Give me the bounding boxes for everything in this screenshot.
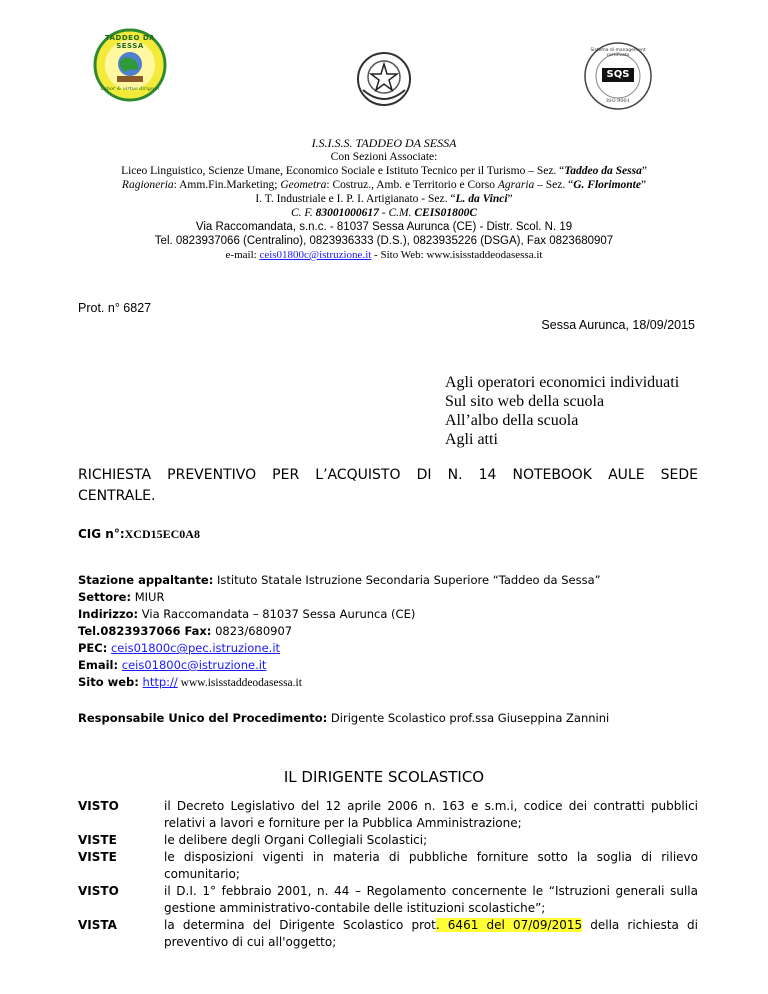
logo-motto: Labor & virtus dirigunt [100, 86, 160, 92]
consideration-keyword: VISTE [78, 850, 117, 864]
recipients-block [445, 373, 679, 449]
sqs-certification-logo [582, 40, 654, 112]
school-logo [93, 28, 167, 102]
school-name: I.S.I.S.S. TADDEO DA SESSA [311, 136, 457, 150]
header-ragioneria-line: Ragioneria: Amm.Fin.Marketing; Geometra: Costruz., Amb. e Territorio e Corso Agraria – Sez. “G. Florimonte” [121, 179, 647, 191]
settore: Settore: MIUR [78, 590, 165, 604]
consideration-text: le delibere degli Organi Collegiali Scolastici; [164, 833, 428, 847]
consideration-keyword: VISTE [78, 833, 117, 847]
sito-web-link[interactable]: http:// [142, 675, 178, 689]
header-email-link[interactable]: ceis01800c@istruzione.it [259, 249, 372, 261]
rup: Responsabile Unico del Procedimento: Dirigente Scolastico prof.ssa Giuseppina Zannini [78, 711, 610, 725]
sqs-ring-text: Sistema di management certificato [590, 48, 646, 58]
place-date: Sessa Aurunca, 18/09/2015 [541, 318, 695, 332]
subject-line-2: CENTRALE. [78, 488, 156, 504]
cig: CIG n°:XCD15EC0A8 [78, 527, 200, 541]
consideration-keyword: VISTO [78, 799, 119, 813]
consideration-keyword: VISTO [78, 884, 119, 898]
recipient: Agli atti [445, 431, 498, 448]
subject-line-1: RICHIESTA PREVENTIVO PER L’ACQUISTO DI N. 14 NOTEBOOK AULE SEDE [78, 467, 698, 483]
consideration-text: la determina del Dirigente Scolastico prot. 6461 del 07/09/2015 della richiesta di preventivo di cui all'oggetto; [164, 918, 698, 949]
pec-link[interactable]: ceis01800c@pec.istruzione.it [110, 641, 281, 655]
header-industriale-line: I. T. Industriale e I. P. I. Artigianato - Sez. “L. da Vinci” [255, 193, 513, 205]
section-title: IL DIRIGENTE SCOLASTICO [283, 768, 485, 786]
header-sections-line: Con Sezioni Associate: [330, 151, 438, 163]
header-email-line: e-mail: ceis01800c@istruzione.it - Sito Web: www.isisstaddeodasessa.it [225, 249, 543, 261]
header-codes-line: C. F. 83001000617 - C.M. CEIS01800C [290, 207, 478, 219]
highlighted-protocol: . 6461 del 07/09/2015 [435, 918, 583, 932]
recipient: Sul sito web della scuola [445, 393, 605, 410]
consideration-text: il D.I. 1° febbraio 2001, n. 44 – Regolamento concernente le “Istruzioni generali sulla gestione amministrativo-contabile delle istituzioni scolastiche”; [164, 884, 698, 915]
republic-emblem [355, 50, 413, 108]
header-phones-line: Tel. 0823937066 (Centralino), 0823936333 (D.S.), 0823935226 (DSGA), Fax 0823680907 [154, 235, 614, 247]
consideration-text: il Decreto Legislativo del 12 aprile 2006 n. 163 e s.m.i, codice dei contratti pubblici relativi a lavori e forniture per la Pubblica Amministrazione; [164, 799, 698, 830]
header-address-line: Via Raccomandata, s.n.c. - 81037 Sessa Aurunca (CE) - Distr. Scol. N. 19 [195, 221, 573, 233]
subject [78, 465, 698, 507]
logo-title: TADDEO DA SESSA [104, 34, 156, 50]
consideration-text: le disposizioni vigenti in materia di pubbliche forniture sotto la soglia di rilievo comunitario; [164, 850, 698, 881]
pec: PEC: ceis01800c@pec.istruzione.it [78, 641, 281, 655]
email: Email: ceis01800c@istruzione.it [78, 658, 267, 672]
indirizzo: Indirizzo: Via Raccomandata – 81037 Sessa Aurunca (CE) [78, 607, 416, 621]
header-liceo-line: Liceo Linguistico, Scienze Umane, Economico Sociale e Istituto Tecnico per il Turismo – Sez. “Taddeo da Sessa” [121, 165, 647, 177]
tel-fax: Tel.0823937066 Fax: 0823/680907 [78, 624, 293, 638]
protocol-number: Prot. n° 6827 [78, 301, 152, 315]
consideration-keyword: VISTA [78, 918, 117, 932]
sito-web: Sito web: http:// www.isisstaddeodasessa.it [78, 675, 302, 689]
stazione-appaltante: Stazione appaltante: Istituto Statale Istruzione Secondaria Superiore “Taddeo da Sessa” [78, 573, 601, 587]
email-link[interactable]: ceis01800c@istruzione.it [121, 658, 267, 672]
contract-info [78, 572, 601, 692]
recipient: All’albo della scuola [445, 412, 579, 429]
sqs-brand: SQS [602, 68, 634, 82]
sqs-iso: ISO 9001 [606, 98, 630, 104]
recipient: Agli operatori economici individuati [445, 374, 680, 391]
